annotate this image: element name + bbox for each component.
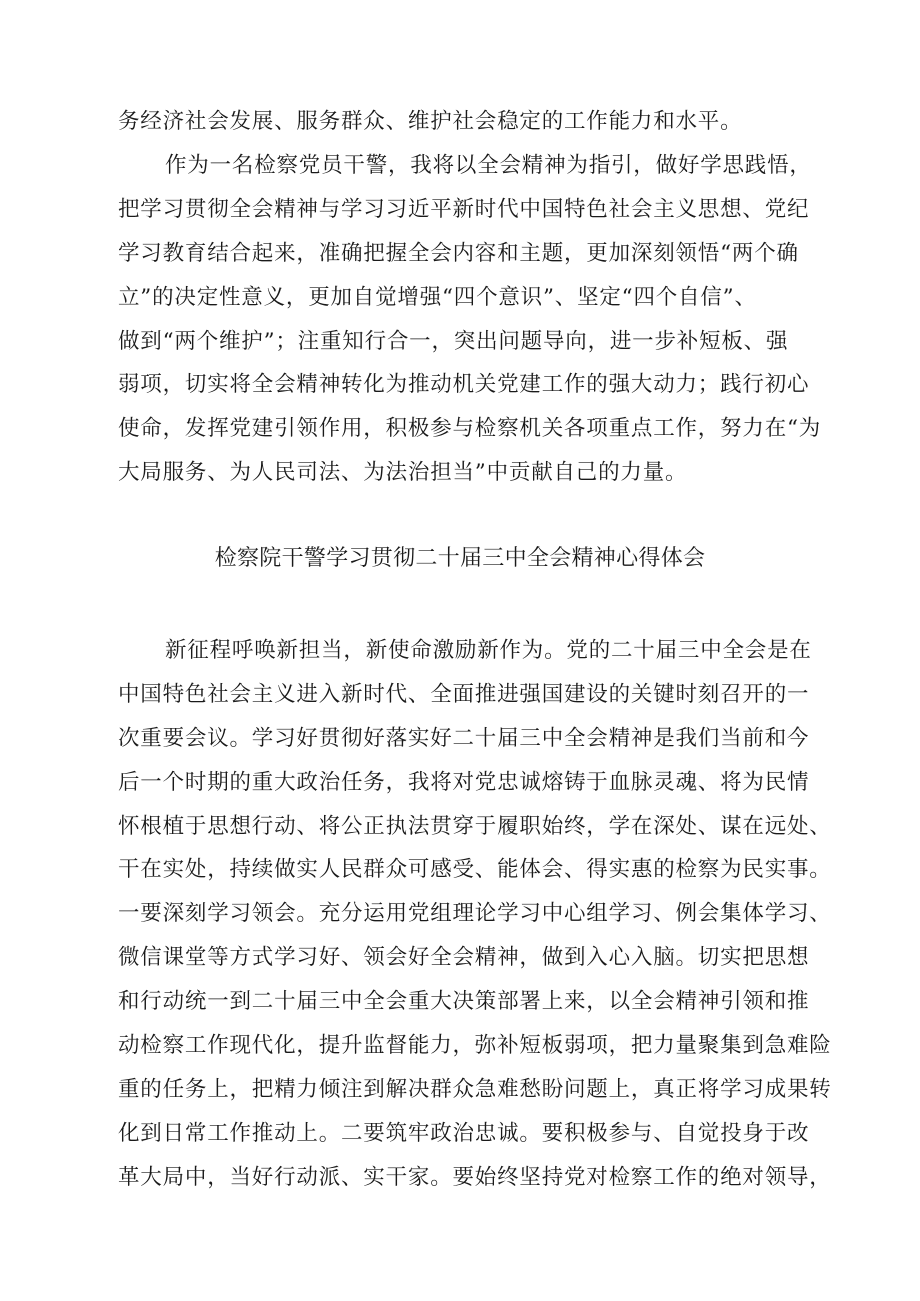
- text-line: 和行动统一到二十届三中全会重大决策部署上来，以全会精神引领和推: [118, 989, 810, 1014]
- text-line: 微信课堂等方式学习好、领会好全会精神，做到入心入脑。切实把思想: [118, 945, 810, 970]
- text-line: 干在实处，持续做实人民群众可感受、能体会、得实惠的检察为民实事。: [118, 857, 832, 882]
- text-line: 学习教育结合起来，准确把握全会内容和主题，更加深刻领悟“两个确: [118, 241, 799, 266]
- text-line: 作为一名检察党员干警，我将以全会精神为指引，做好学思践悟，: [165, 153, 812, 178]
- text-line: 务经济社会发展、服务群众、维护社会稳定的工作能力和水平。: [118, 109, 743, 134]
- section-title: 检察院干警学习贯彻二十届三中全会精神心得体会: [214, 546, 706, 571]
- text-line: 重的任务上，把精力倾注到解决群众急难愁盼问题上，真正将学习成果转: [118, 1077, 832, 1102]
- text-line: 怀根植于思想行动、将公正执法贯穿于履职始终，学在深处、谋在远处、: [118, 814, 832, 839]
- text-line: 使命，发挥党建引领作用，积极参与检察机关各项重点工作，努力在“为: [118, 416, 822, 441]
- text-line: 化到日常工作推动上。二要筑牢政治忠诚。要积极参与、自觉投身于改: [118, 1121, 810, 1146]
- text-line: 弱项，切实将全会精神转化为推动机关党建工作的强大动力；践行初心: [118, 372, 810, 397]
- text-line: 新征程呼唤新担当，新使命激励新作为。党的二十届三中全会是在: [165, 638, 812, 663]
- text-line: 立”的决定性意义，更加自觉增强“四个意识”、坚定“四个自信”、: [118, 285, 757, 310]
- text-line: 一要深刻学习领会。充分运用党组理论学习中心组学习、例会集体学习、: [118, 901, 832, 926]
- text-line: 大局服务、为人民司法、为法治担当”中贡献自己的力量。: [118, 460, 688, 485]
- text-line: 中国特色社会主义进入新时代、全面推进强国建设的关键时刻召开的一: [118, 682, 810, 707]
- text-line: 做到“两个维护”；注重知行合一，突出问题导向，进一步补短板、强: [118, 329, 789, 354]
- text-line: 后一个时期的重大政治任务，我将对党忠诚熔铸于血脉灵魂、将为民情: [118, 770, 810, 795]
- text-line: 动检察工作现代化，提升监督能力，弥补短板弱项，把力量聚集到急难险: [118, 1033, 832, 1058]
- text-line: 革大局中，当好行动派、实干家。要始终坚持党对检察工作的绝对领导，: [118, 1165, 832, 1190]
- text-line: 把学习贯彻全会精神与学习习近平新时代中国特色社会主义思想、党纪: [118, 197, 810, 222]
- text-line: 次重要会议。学习好贯彻好落实好二十届三中全会精神是我们当前和今: [118, 726, 810, 751]
